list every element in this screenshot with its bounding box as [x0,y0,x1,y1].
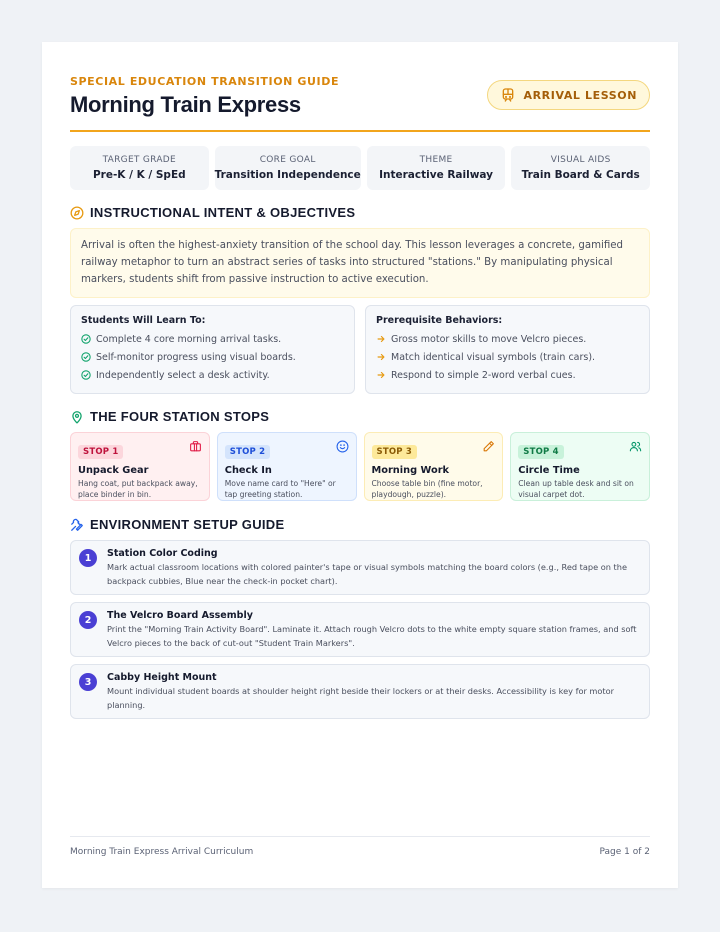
station-tag: STOP 4 [518,445,563,459]
meta-label: VISUAL AIDS [550,155,611,165]
intent-heading-text: INSTRUCTIONAL INTENT & OBJECTIVES [90,205,356,220]
setup-step [70,602,650,657]
step-title: Station Color Coding [107,548,218,559]
station-desc: Move name card to "Here" or tap greeting station. [224,479,336,499]
learn-item [81,366,344,384]
stations-heading [70,409,269,424]
meta-card-target-grade [70,146,209,190]
station-title: Check In [224,465,272,476]
learn-card [70,305,355,394]
prereq-item-text: Respond to simple 2-word verbal cues. [391,369,576,381]
intent-heading [70,205,355,220]
meta-cards [70,146,650,190]
stations-heading-text: THE FOUR STATION STOPS [90,409,270,424]
learn-item-text: Self-monitor progress using visual boards. [96,351,296,363]
station-tag: STOP 3 [372,445,417,459]
station-desc: Choose table bin (fine motor, playdough, puzzle). [371,479,483,499]
meta-label: TARGET GRADE [102,155,177,165]
learn-item-text: Complete 4 core morning arrival tasks. [96,333,282,345]
prereq-heading: Prerequisite Behaviors: [376,315,503,326]
prereq-item [376,330,639,348]
station-card-check-in [217,432,357,501]
meta-value: Interactive Railway [379,169,494,181]
arrow-right-icon [376,370,386,380]
step-number: 1 [79,549,97,567]
arrow-right-icon [376,352,386,362]
smile-icon [336,440,349,453]
station-tag: STOP 2 [225,445,270,459]
learn-item [81,330,344,348]
users-icon [629,440,642,453]
station-tag: STOP 1 [78,445,123,459]
learn-heading: Students Will Learn To: [81,315,206,326]
intent-paragraph: Arrival is often the highest-anxiety transition of the school day. This lesson leverages a concrete, gamified railway metaphor to turn an abstract series of tasks into structured "stations." By manipulating physical markers, students shift from passive instruction to active execution. [70,228,650,298]
compass-icon [70,206,84,220]
meta-card-core-goal [215,146,361,190]
station-stops [70,432,650,501]
setup-heading [70,517,284,532]
objectives-columns [70,305,650,394]
header-divider [70,130,650,132]
station-desc: Clean up table desk and sit on visual carpet dot. [518,479,634,499]
setup-heading-text: ENVIRONMENT SETUP GUIDE [90,517,285,532]
step-number: 2 [79,611,97,629]
meta-value: Pre-K / K / SpEd [92,169,186,181]
footer-title: Morning Train Express Arrival Curriculum [70,847,254,857]
station-card-circle-time [510,432,650,501]
prereq-item [376,348,639,366]
prereq-item [376,366,639,384]
meta-label: THEME [419,155,453,165]
step-number: 3 [79,673,97,691]
setup-steps [70,540,650,726]
prereq-item-text: Match identical visual symbols (train cars). [391,351,596,363]
station-desc: Hang coat, put backpack away, place binder in bin. [78,479,198,499]
step-body: Mount individual student boards at shoulder height right beside their lockers or at their desks. Accessibility is key for motor planning. [107,686,615,710]
wrench-icon [70,518,84,532]
meta-value: Train Board & Cards [521,169,640,181]
map-pin-icon [70,410,84,424]
pencil-icon [482,440,495,453]
learn-item [81,348,344,366]
check-circle-icon [81,370,91,380]
briefcase-icon [189,440,202,453]
lesson-badge [487,80,651,110]
setup-step [70,540,650,595]
learn-item-text: Independently select a desk activity. [96,369,270,381]
station-title: Circle Time [518,465,580,476]
lesson-badge-label: ARRIVAL LESSON [523,88,637,102]
station-title: Unpack Gear [78,465,149,476]
footer-divider [70,836,650,837]
page-number: Page 1 of 2 [599,847,650,857]
step-body: Print the "Morning Train Activity Board". Laminate it. Attach rough Velcro dots to the white empty square station frames, and soft Velcro pieces to the back of cut-out "Student Train Markers". [107,624,637,648]
page-title: Morning Train Express [70,92,301,117]
step-body: Mark actual classroom locations with colored painter's tape or visual symbols matching the board colors (e.g., Red tape on the backpack cubbies, Blue near the check-in pocket chart). [107,562,627,586]
step-title: Cabby Height Mount [107,672,217,683]
prereq-item-text: Gross motor skills to move Velcro pieces. [391,333,587,345]
meta-card-theme [367,146,506,190]
meta-value: Transition Independence [214,169,361,181]
meta-card-visual-aids [511,146,650,190]
station-title: Morning Work [371,465,450,476]
prereq-card [365,305,650,394]
step-title: The Velcro Board Assembly [107,610,253,621]
setup-step [70,664,650,719]
train-icon [500,87,516,103]
document-page [42,42,678,888]
station-card-unpack-gear [70,432,210,501]
document-eyebrow: SPECIAL EDUCATION TRANSITION GUIDE [70,75,340,88]
meta-label: CORE GOAL [259,155,316,165]
station-card-morning-work [364,432,504,501]
check-circle-icon [81,352,91,362]
check-circle-icon [81,334,91,344]
arrow-right-icon [376,334,386,344]
